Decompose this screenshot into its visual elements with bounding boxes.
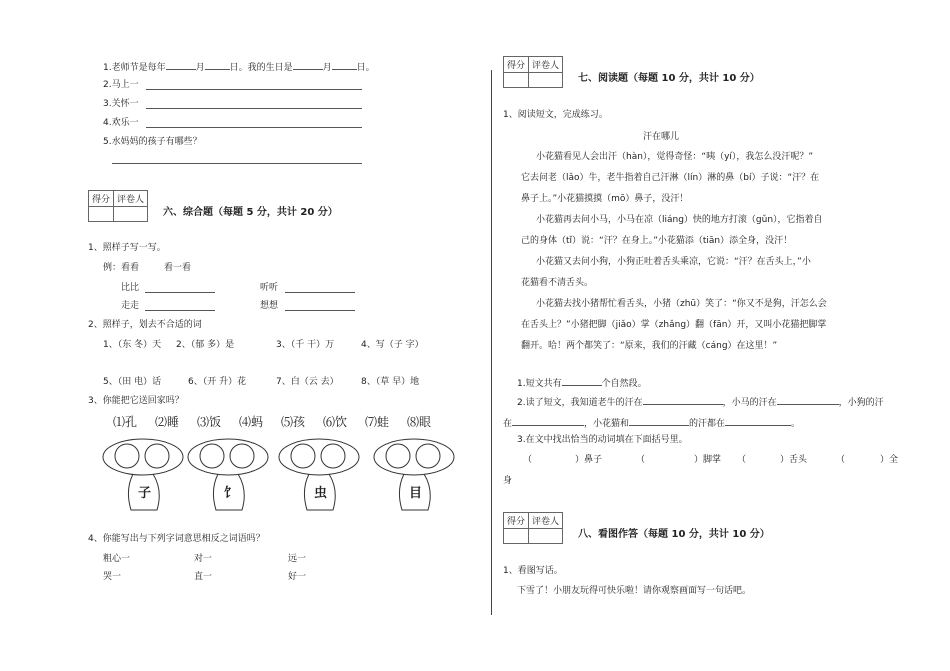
story-line: 小花猫又去问小狗，小狗正吐着舌头乘凉，它说：“汗？在舌头上，”小 bbox=[536, 257, 811, 267]
answer-blank[interactable] bbox=[777, 396, 839, 405]
picture-prompt: 下雪了！小朋友玩得可快乐啦！请你观察画面写一句话吧。 bbox=[517, 586, 752, 596]
q2-item[interactable]: 5、（田 电）话 bbox=[103, 377, 162, 387]
reading-sub1: 1.短文共有 个自然段。 bbox=[517, 379, 647, 389]
fill-item-5: 5.水妈妈的孩子有哪些？ bbox=[103, 137, 202, 147]
q2-title: 2、照样子，划去不合适的词 bbox=[88, 320, 202, 330]
q2-item[interactable]: 4、写（子 字） bbox=[361, 340, 424, 350]
score-box-8 bbox=[503, 512, 563, 544]
q3-char[interactable]: ⑻眼 bbox=[407, 415, 432, 429]
reading-sub3-title: 3.在文中找出恰当的动词填在下面括号里。 bbox=[517, 435, 688, 445]
fill-item-2: 2.马上一 bbox=[103, 80, 139, 90]
verb-item: ）鼻子 bbox=[575, 455, 603, 465]
story-line: 在舌头上？”小猪把脚（jiǎo）掌（zhǎng）翻（fān）开，又叫小花猫把脚掌 bbox=[521, 320, 827, 330]
example-word: 看一看 bbox=[164, 263, 192, 273]
story-title: 汗在哪儿 bbox=[643, 132, 680, 142]
story-line: 翻开。哈！两个都笑了：“原来，我们的汗藏（cáng）在这里！” bbox=[521, 341, 778, 351]
section8-title: 八、看图作答（每题 10 分，共计 10 分） bbox=[578, 529, 770, 540]
q2-item[interactable]: 1、（东 冬）天 bbox=[103, 340, 162, 350]
stem-char: 目 bbox=[409, 486, 423, 501]
q1-title: 1、照样子写一写。 bbox=[88, 243, 166, 253]
story-line: 己的身体（tǐ）说：“汗？在身上。”小花猫添（tiān）添全身，没汗！ bbox=[521, 236, 793, 246]
stem-char: 虫 bbox=[314, 486, 328, 501]
score-label: 得分 bbox=[89, 191, 114, 207]
example-label: 例：看看 bbox=[103, 263, 140, 273]
answer-blank[interactable] bbox=[629, 417, 689, 426]
q4-item[interactable]: 哭一 bbox=[103, 572, 122, 582]
verb-item: ）全 bbox=[880, 455, 899, 465]
grader-cell[interactable] bbox=[529, 529, 563, 544]
q2-item[interactable]: 6、（开 升）花 bbox=[188, 377, 247, 387]
story-line: 花猫看不清舌头。 bbox=[521, 278, 594, 288]
fill-item-3: 3.关怀一 bbox=[103, 99, 139, 109]
grader-label: 评卷人 bbox=[114, 191, 148, 207]
q2-item[interactable]: 7、白（云 去） bbox=[276, 377, 339, 387]
score-box-7 bbox=[503, 56, 563, 88]
story-line: 鼻子上。”小花猫摸摸（mō）鼻子，没汗！ bbox=[521, 194, 689, 204]
story-line: 小花猫去找小猪帮忙看舌头，小猪（zhū）笑了：“你又不是狗，汗怎么会 bbox=[536, 299, 827, 309]
q3-char[interactable]: ⑴孔 bbox=[113, 415, 138, 429]
section7-title: 七、阅读题（每题 10 分，共计 10 分） bbox=[578, 73, 760, 84]
q4-item[interactable]: 对一 bbox=[194, 554, 213, 564]
verb-item: ）脚掌 bbox=[694, 455, 722, 465]
verb-item: （ bbox=[636, 455, 646, 465]
q3-char[interactable]: ⑶饭 bbox=[197, 415, 222, 429]
grader-label: 评卷人 bbox=[529, 513, 563, 529]
score-label: 得分 bbox=[504, 513, 529, 529]
column-divider bbox=[491, 70, 492, 615]
q4-title: 4、你能写出与下列字词意思相反之词语吗？ bbox=[88, 534, 265, 544]
score-cell[interactable] bbox=[504, 73, 529, 88]
grader-label: 评卷人 bbox=[529, 57, 563, 73]
verb-item: （ bbox=[523, 455, 533, 465]
q4-item[interactable]: 好一 bbox=[288, 572, 307, 582]
word-bibi: 比比 bbox=[121, 283, 140, 293]
verb-item: （ bbox=[836, 455, 846, 465]
word-xiangxiang: 想想 bbox=[260, 301, 279, 311]
q2-item[interactable]: 2、（郁 多）是 bbox=[176, 340, 235, 350]
answer-blank[interactable] bbox=[643, 396, 723, 405]
stem-char: 饣 bbox=[224, 486, 238, 501]
q2-item[interactable]: 8、（草 早）地 bbox=[361, 377, 420, 387]
fill-item-4: 4.欢乐一 bbox=[103, 118, 139, 128]
word-tingting: 听听 bbox=[260, 283, 279, 293]
fill-item-1: 1.老师节是每年 月 日。我的生日是 月 日。 bbox=[103, 63, 375, 73]
verb-tail: 身 bbox=[503, 476, 513, 486]
score-label: 得分 bbox=[504, 57, 529, 73]
q3-char[interactable]: ⑵睡 bbox=[155, 415, 180, 429]
story-line: 它去问老（lǎo）牛，老牛指着自己汗淋（lín）淋的鼻（bí）子说：“汗？在 bbox=[521, 173, 820, 183]
q4-item[interactable]: 粗心一 bbox=[103, 554, 131, 564]
picture-q1-title: 1、看图写话。 bbox=[503, 566, 563, 576]
q3-char[interactable]: ⑷蚂 bbox=[239, 415, 264, 429]
reading-q1-title: 1、阅读短文，完成练习。 bbox=[503, 110, 608, 120]
answer-blank[interactable] bbox=[512, 417, 584, 426]
score-cell[interactable] bbox=[504, 529, 529, 544]
story-line: 小花猫看见人会出汗（hàn），觉得奇怪：“咦（yí），我怎么没汗呢？” bbox=[536, 152, 814, 162]
reading-sub2-cont: 在 ，小花猫和 的汗都在 。 bbox=[503, 419, 801, 429]
q4-item[interactable]: 直一 bbox=[194, 572, 213, 582]
q4-item[interactable]: 远一 bbox=[288, 554, 307, 564]
reading-sub2: 2.读了短文，我知道老牛的汗在 ，小马的汗在 ，小狗的汗 bbox=[517, 398, 884, 408]
verb-item: ）舌头 bbox=[780, 455, 808, 465]
answer-blank[interactable] bbox=[725, 417, 791, 426]
grader-cell[interactable] bbox=[529, 73, 563, 88]
q3-char[interactable]: ⑸孩 bbox=[281, 415, 306, 429]
verb-item: （ bbox=[737, 455, 747, 465]
q2-item[interactable]: 3、（千 干）万 bbox=[276, 340, 335, 350]
word-zouzou: 走走 bbox=[121, 301, 140, 311]
answer-blank[interactable] bbox=[562, 377, 602, 386]
q3-char[interactable]: ⑹饮 bbox=[323, 415, 348, 429]
q3-title: 3、你能把它送回家吗？ bbox=[88, 396, 184, 406]
stem-char: 子 bbox=[138, 486, 152, 501]
q3-char[interactable]: ⑺蛙 bbox=[365, 415, 390, 429]
section6-title: 六、综合题（每题 5 分，共计 20 分） bbox=[163, 207, 338, 218]
story-line: 小花猫再去问小马，小马在凉（liáng）快的地方打滚（gǔn），它指着自 bbox=[536, 215, 823, 225]
